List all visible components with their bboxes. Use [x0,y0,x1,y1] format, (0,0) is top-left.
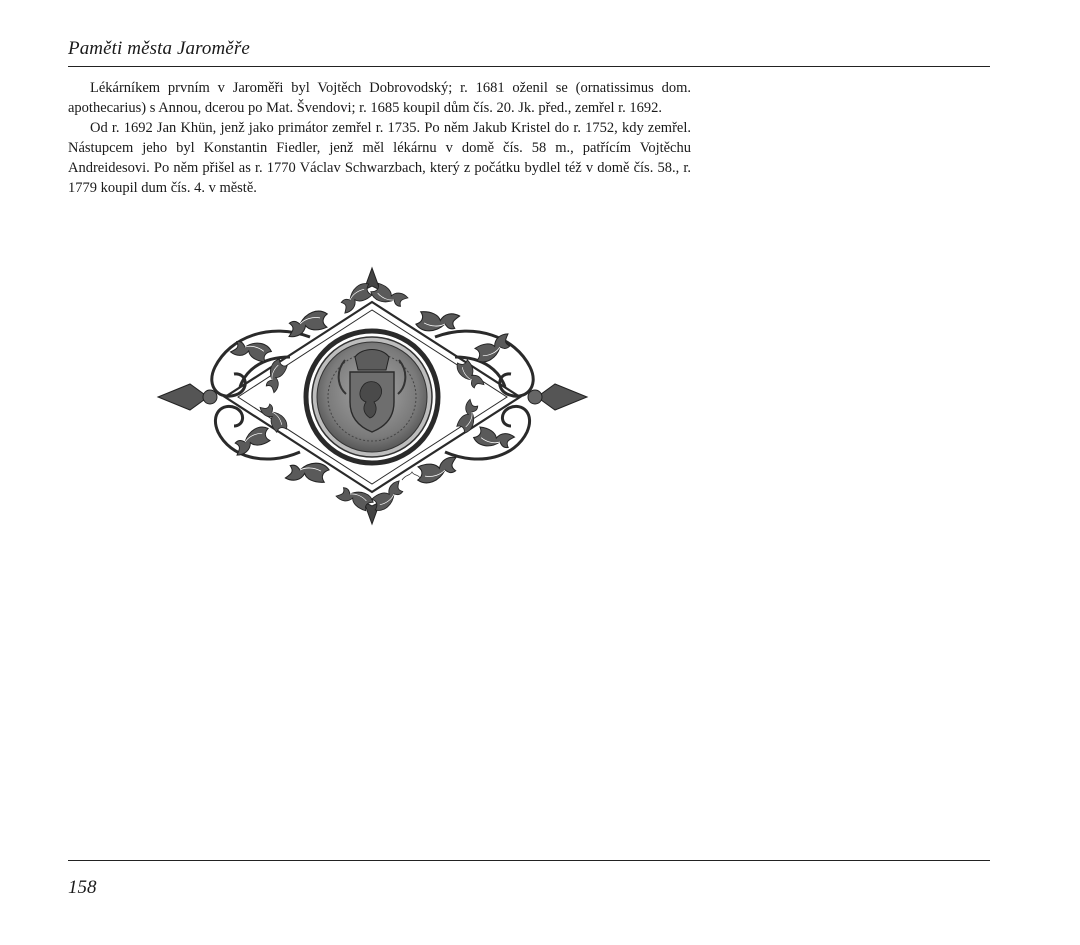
footer-rule [68,860,990,861]
paragraph-1: Lékárníkem prvním v Jaroměři byl Vojtěch Dobrovodský; r. 1681 oženil se (ornatissimus dom. apothecarius) s Annou, dcerou po Mat. Švendovi; r. 1685 koupil dům čís. 20. Jk. před., zemřel r. 1692. [68,80,691,116]
paragraph-2: Od r. 1692 Jan Khün, jenž jako primátor zemřel r. 1735. Po něm Jakub Kristel do r. 1752, kdy zemřel. Nástupcem jeho byl Konstantin Fiedler, jenž měl lékárnu v domě čís. 58 m., patřícím Vojtěchu Andreidesovi. Po něm přišel as r. 1770 Václav Schwarzbach, který z počátku bydlel též v domě čís. 58., r. 1779 koupil dum čís. 4. v městě. [68,120,691,196]
seal-ornament-icon [150,262,595,530]
page-number: 158 [68,877,97,898]
body-text [68,78,691,198]
running-title: Paměti města Jaroměře [68,38,250,59]
header-rule [68,66,990,67]
